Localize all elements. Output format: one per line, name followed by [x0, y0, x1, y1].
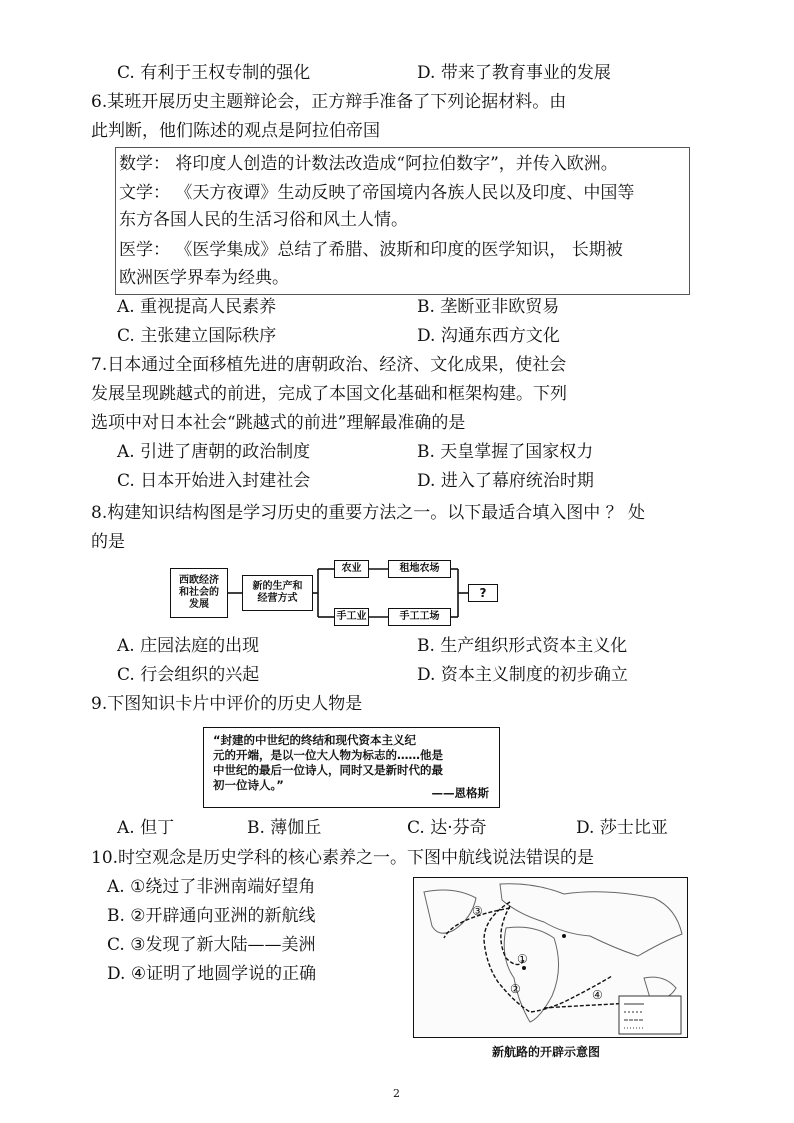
q6-stem-line2: 此判断，他们陈述的观点是阿拉伯帝国 [91, 121, 380, 141]
diagram-farm-box: 租地农场 [388, 560, 451, 578]
q10-option-c: C. ③发现了新大陆——美洲 [107, 935, 316, 955]
q9-option-d: D. 莎士比亚 [576, 818, 668, 838]
diagram-workshop-box: 手工工场 [388, 608, 451, 626]
q8-option-c: C. 行会组织的兴起 [117, 665, 260, 685]
q7-option-c: C. 日本开始进入封建社会 [117, 471, 311, 491]
q6-option-c: C. 主张建立国际秩序 [117, 326, 277, 346]
q6-option-d: D. 沟通东西方文化 [417, 326, 560, 346]
q10-stem: 10.时空观念是历史学科的核心素养之一。下图中航线说法错误的是 [91, 848, 595, 868]
q5-option-c: C. 有利于王权专制的强化 [117, 63, 311, 83]
q9-option-c: C. 达·芬奇 [407, 818, 487, 838]
q10-option-a: A. ①绕过了非洲南端好望角 [107, 877, 316, 897]
q6-material-medicine: 医学： 《医学集成》总结了希腊、波斯和印度的医学知识， 长期被 [119, 240, 623, 260]
map-legend [619, 996, 681, 1034]
q7-stem-line1: 7.日本通过全面移植先进的唐朝政治、经济、文化成果，使社会 [91, 355, 567, 375]
q10-option-d: D. ④证明了地圆学说的正确 [107, 964, 317, 984]
map-marker-1: ① [517, 952, 528, 966]
diagram-root-box [170, 568, 228, 618]
new-routes-map [413, 877, 688, 1038]
q6-stem-line1: 6.某班开展历史主题辩论会，正方辩手准备了下列论据材料。由 [91, 92, 567, 112]
diagram-mid-line2: 经营方式 [257, 593, 298, 604]
diagram-mid-line1: 新的生产和 [252, 581, 303, 592]
q9-option-b: B. 薄伽丘 [247, 818, 322, 838]
q6-material-medicine-cont: 欧洲医学界奉为经典。 [119, 268, 289, 288]
q7-stem-line2: 发展呈现跳越式的前进，完成了本国文化基础和框架构建。下列 [91, 384, 567, 404]
q9-stem: 9.下图知识卡片中评价的历史人物是 [91, 694, 363, 714]
q9-card-line2: 元的开端，是以一位大人物为标志的……他是 [213, 748, 443, 762]
q7-option-b: B. 天皇掌握了国家权力 [417, 442, 594, 462]
q7-option-d: D. 进入了幕府统治时期 [417, 471, 594, 491]
q9-knowledge-card [203, 727, 500, 808]
q6-material-box [115, 147, 690, 295]
map-marker-4: ④ [592, 988, 603, 1002]
diagram-root-line1: 西欧经济 [179, 575, 219, 586]
q5-option-d: D. 带来了教育事业的发展 [417, 63, 611, 83]
q8-option-a: A. 庄园法庭的出现 [117, 636, 260, 656]
q9-card-line1: “封建的中世纪的终结和现代资本主义纪 [213, 733, 417, 747]
q6-material-literature: 文学： 《天方夜谭》生动反映了帝国境内各族人民以及印度、中国等 [119, 183, 635, 203]
map-graphic [414, 878, 688, 1038]
q10-option-b: B. ②开辟通向亚洲的新航线 [107, 906, 316, 926]
diagram-root-line2: 和社会的 [179, 587, 219, 598]
q9-card-line4: 初一位诗人。” [213, 778, 284, 792]
q6-option-b: B. 垄断亚非欧贸易 [417, 297, 560, 317]
q9-option-a: A. 但丁 [117, 818, 175, 838]
q6-option-a: A. 重视提高人民素养 [117, 297, 277, 317]
q7-stem-line3: 选项中对日本社会“跳越式的前进”理解最准确的是 [91, 413, 466, 433]
q6-material-math: 数学： 将印度人创造的计数法改造成“阿拉伯数字”，并传入欧洲。 [119, 154, 618, 174]
q9-card-attribution: ——恩格斯 [431, 786, 489, 800]
diagram-unknown-box: ? [468, 584, 498, 602]
diagram-handicraft-box: 手工业 [334, 608, 369, 626]
q8-stem-line2: 的是 [91, 532, 125, 552]
map-caption: 新航路的开辟示意图 [492, 1045, 601, 1059]
q8-option-b: B. 生产组织形式资本主义化 [417, 636, 628, 656]
q8-stem-line1: 8.构建知识结构图是学习历史的重要方法之一。以下最适合填入图中 ？ 处 [91, 503, 646, 523]
diagram-root-line3: 发展 [189, 599, 209, 610]
page-number: 2 [393, 1087, 400, 1100]
diagram-agri-box: 农业 [334, 560, 369, 578]
diagram-mid-box [242, 575, 313, 611]
map-marker-2: ② [510, 982, 521, 996]
map-marker-3: ③ [472, 904, 483, 918]
q8-option-d: D. 资本主义制度的初步确立 [417, 665, 628, 685]
map-land-america [424, 890, 476, 933]
q7-option-a: A. 引进了唐朝的政治制度 [117, 442, 311, 462]
q6-material-literature-cont: 东方各国人民的生活习俗和风土人情。 [119, 210, 408, 230]
q9-card-line3: 中世纪的最后一位诗人，同时又是新时代的最 [213, 763, 443, 777]
map-land-eurasia [500, 884, 682, 956]
